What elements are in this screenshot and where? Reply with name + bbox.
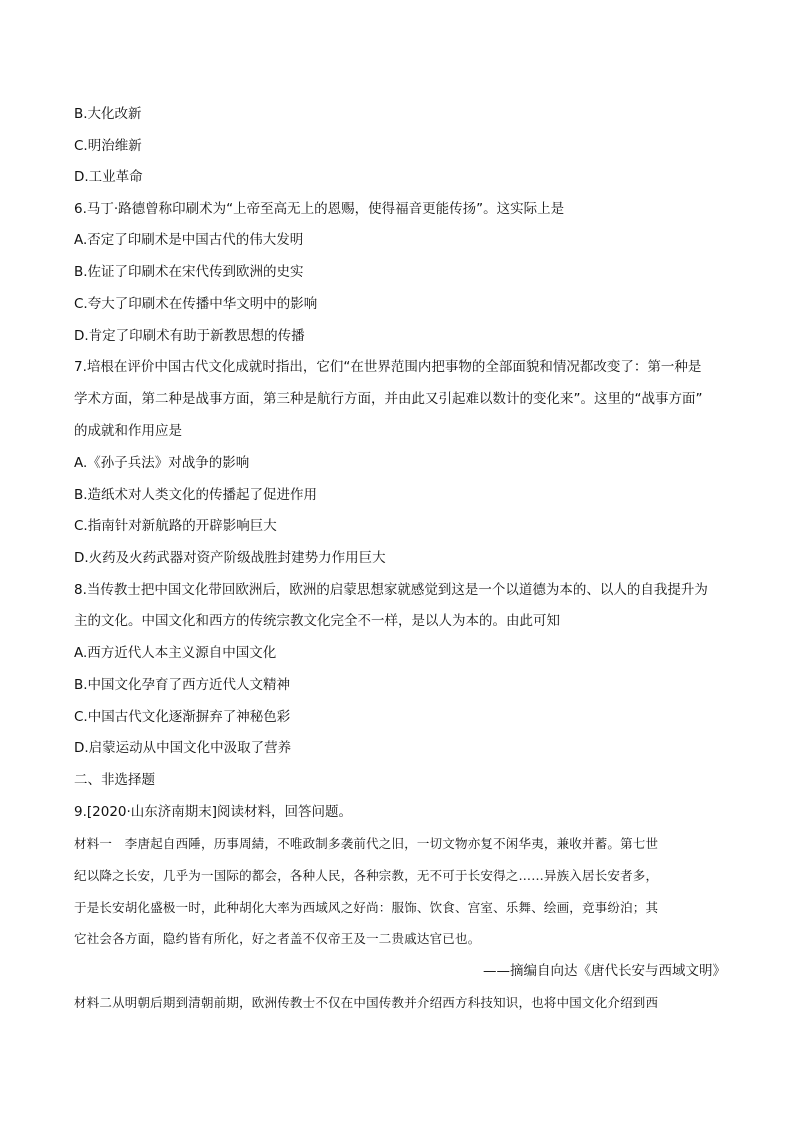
material1-line: 材料一 李唐起自西陲，历事周綪，不唯政制多袭前代之旧，一切文物亦复不闲华夷，兼收并蓄。第七世 (74, 836, 659, 851)
material1-line: 于是长安胡化盛极一时，此种胡化大率为西域风之好尚：服饰、饮食、宫室、乐舞、绘画，竞事纷泊；其 (74, 900, 659, 915)
section-heading: 二、非选择题 (74, 772, 155, 788)
q5-option-d: D.工业革命 (74, 169, 143, 185)
material1-line: 它社会各方面，隐约皆有所化，好之者盖不仅帝王及一二贵戚达官已也。 (74, 931, 481, 946)
q8-option-a: A.西方近代人本主义源自中国文化 (74, 645, 277, 661)
q7-stem-line: 的成就和作用应是 (74, 423, 182, 439)
material1-source: ——摘编自向达《唐代长安与西域文明》 (483, 963, 726, 979)
q8-option-d: D.启蒙运动从中国文化中汲取了营养 (74, 740, 292, 756)
q7-option-b: B.造纸术对人类文化的传播起了促进作用 (74, 487, 318, 503)
q6-option-b: B.佐证了印刷术在宋代传到欧洲的史实 (74, 264, 304, 280)
q8-stem-line: 8.当传教士把中国文化带回欧洲后，欧洲的启蒙思想家就感觉到这是一个以道德为本的、以人的自我提升为 (74, 582, 708, 598)
q8-option-b: B.中国文化孕育了西方近代人文精神 (74, 677, 291, 693)
q6-stem: 6.马丁·路德曾称印刷术为“上帝至高无上的恩赐，使得福音更能传扬”。这实际上是 (74, 201, 565, 217)
q7-option-d: D.火药及火药武器对资产阶级战胜封建势力作用巨大 (74, 550, 386, 566)
q8-stem-line: 主的文化。中国文化和西方的传统宗教文化完全不一样，是以人为本的。由此可知 (74, 613, 560, 629)
q5-option-b: B.大化改新 (74, 106, 142, 122)
material1-line: 纪以降之长安，几乎为一国际的都会，各种人民，各种宗教，无不可于长安得之……异族入居长安者多， (74, 868, 659, 883)
q5-option-c: C.明治维新 (74, 138, 142, 154)
q9-stem: 9.[2020·山东济南期末]阅读材料，回答问题。 (74, 804, 353, 820)
q6-option-c: C.夸大了印刷术在传播中华文明中的影响 (74, 296, 318, 312)
q8-option-c: C.中国古代文化逐渐摒弃了神秘色彩 (74, 709, 291, 725)
q6-option-d: D.肯定了印刷术有助于新教思想的传播 (74, 328, 305, 344)
material2-line: 材料二从明朝后期到清朝前期，欧洲传教士不仅在中国传教并介绍西方科技知识，也将中国文化介绍到西 (74, 995, 659, 1010)
q7-option-c: C.指南针对新航路的开辟影响巨大 (74, 518, 277, 534)
q7-stem-line: 学术方面，第二种是战事方面，第三种是航行方面，并由此又引起难以数计的变化来”。这里的“战事方面” (74, 391, 703, 407)
q7-stem-line: 7.培根在评价中国古代文化成就时指出，它们“在世界范围内把事物的全部面貌和情况都改变了：第一种是 (74, 359, 702, 375)
q7-option-a: A.《孙子兵法》对战争的影响 (74, 455, 250, 471)
q6-option-a: A.否定了印刷术是中国古代的伟大发明 (74, 232, 304, 248)
